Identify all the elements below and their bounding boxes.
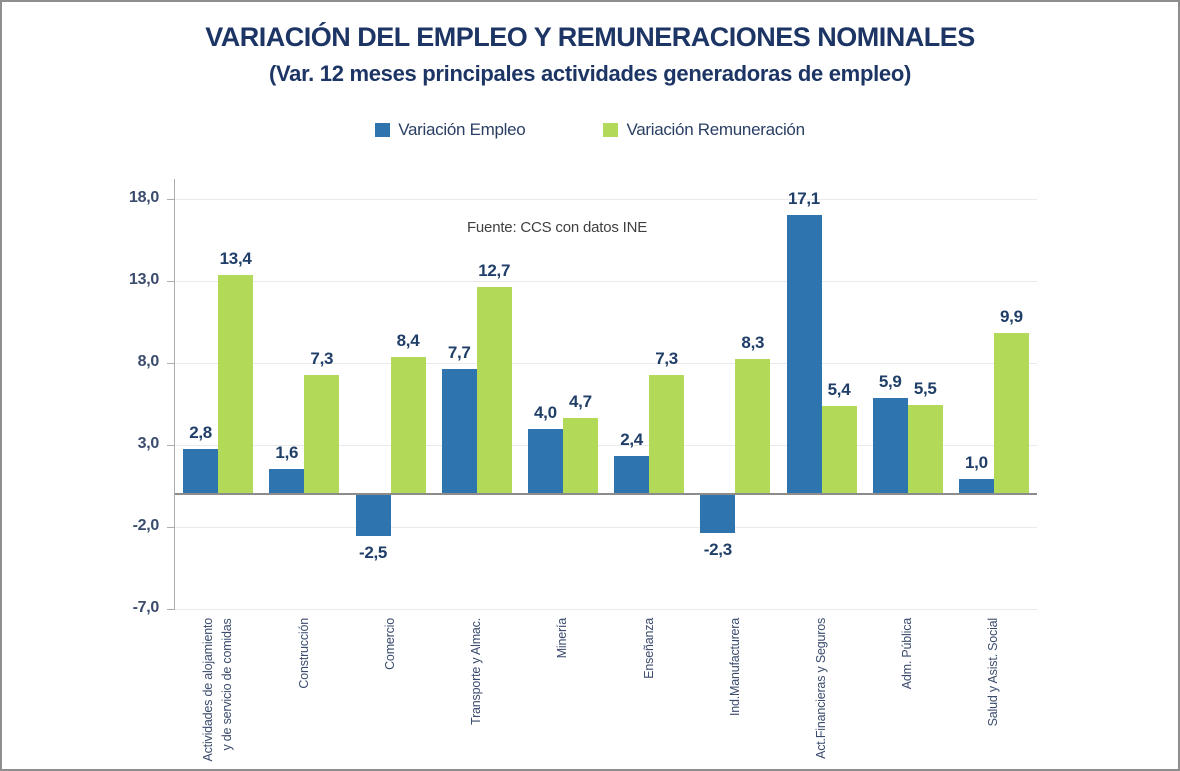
x-category-label <box>778 618 864 771</box>
bar-remuneracion <box>563 418 598 495</box>
bar-empleo <box>528 429 563 495</box>
bar-value-label: 2,8 <box>189 423 212 443</box>
x-category-label <box>347 618 433 771</box>
x-category-label-text: Actividades de alojamiento y de servicio de comidas <box>201 618 235 762</box>
legend-label-remuneracion: Variación Remuneración <box>626 120 805 139</box>
bar-value-label: -2,5 <box>358 543 388 562</box>
x-category-label-text: Enseñanza <box>641 618 656 679</box>
y-tick-label: 3,0 <box>137 434 159 452</box>
bar-empleo <box>700 495 735 533</box>
x-axis-zero-line <box>175 493 1037 495</box>
bar-empleo <box>787 215 822 495</box>
bar-remuneracion <box>822 406 857 495</box>
x-category-label <box>520 618 606 771</box>
bar-value-label: 7,3 <box>655 349 678 369</box>
x-category-label <box>951 618 1037 771</box>
x-category-label-text: Construcción <box>296 618 311 689</box>
bar-empleo <box>873 398 908 495</box>
bar-value-label: 7,7 <box>447 342 471 362</box>
bar-value-label: 5,9 <box>878 372 902 392</box>
legend-label-empleo: Variación Empleo <box>398 120 526 139</box>
x-category-label <box>261 618 347 771</box>
y-gridline <box>175 609 1037 610</box>
bar-remuneracion <box>477 287 512 495</box>
y-gridline <box>175 281 1037 282</box>
y-gridline <box>175 527 1037 528</box>
y-tick-label: 13,0 <box>129 270 159 288</box>
bar-value-label: 13,4 <box>219 249 252 269</box>
bar-value-label: 9,9 <box>1000 306 1023 326</box>
x-category-label-text: Comercio <box>382 618 397 670</box>
bar-value-label: 8,3 <box>741 332 765 352</box>
y-tick-label: -7,0 <box>132 598 159 616</box>
chart-subtitle: (Var. 12 meses principales actividades generadoras de empleo) <box>268 61 911 86</box>
bar-value-label: 4,0 <box>534 403 557 423</box>
bar-remuneracion <box>218 275 253 495</box>
bar-value-label: 17,1 <box>788 188 820 208</box>
bar-remuneracion <box>391 357 426 495</box>
x-category-label <box>606 618 692 771</box>
bar-value-label: 1,6 <box>275 442 299 462</box>
bar-value-label: 12,7 <box>478 260 511 280</box>
x-category-label <box>692 618 778 771</box>
bar-empleo <box>614 456 649 495</box>
bar-value-label: 7,3 <box>310 349 334 369</box>
bar-value-label: 5,5 <box>913 378 937 398</box>
chart-title: VARIACIÓN DEL EMPLEO Y REMUNERACIONES NOMINALES <box>205 22 975 52</box>
x-category-label-text: Salud y Asist. Social <box>986 618 1001 727</box>
bar-value-label: 8,4 <box>396 331 420 351</box>
y-gridline <box>175 199 1037 200</box>
bar-remuneracion <box>735 359 770 495</box>
y-axis-line <box>174 179 175 610</box>
bar-value-label: 4,7 <box>569 391 592 411</box>
x-category-label-text: Adm. Pública <box>900 618 915 690</box>
bar-remuneracion <box>304 375 339 495</box>
x-category-label <box>175 618 261 771</box>
bar-empleo <box>183 449 218 495</box>
y-tick-label: -2,0 <box>132 516 159 534</box>
x-category-label-text: Transporte y Almac. <box>469 618 484 725</box>
bar-empleo <box>356 495 391 536</box>
x-category-label-text: Ind.Manufacturera <box>727 618 742 717</box>
y-tick-label: 8,0 <box>137 352 159 370</box>
x-category-label-text: Act.Financieras y Seguros <box>813 618 828 759</box>
x-category-label-text: Minería <box>555 618 570 659</box>
bar-value-label: -2,3 <box>703 539 732 559</box>
bar-empleo <box>269 469 304 495</box>
bar-empleo <box>442 369 477 495</box>
bar-remuneracion <box>908 405 943 495</box>
x-category-label <box>865 618 951 771</box>
bar-value-label: 2,4 <box>620 429 643 449</box>
plot-area <box>2 2 1178 769</box>
bar-value-label: 5,4 <box>827 380 851 400</box>
x-category-label <box>434 618 520 771</box>
source-note: Fuente: CCS con datos INE <box>466 219 648 236</box>
bar-value-label: 1,0 <box>965 452 988 472</box>
y-tick-label: 18,0 <box>129 188 159 206</box>
